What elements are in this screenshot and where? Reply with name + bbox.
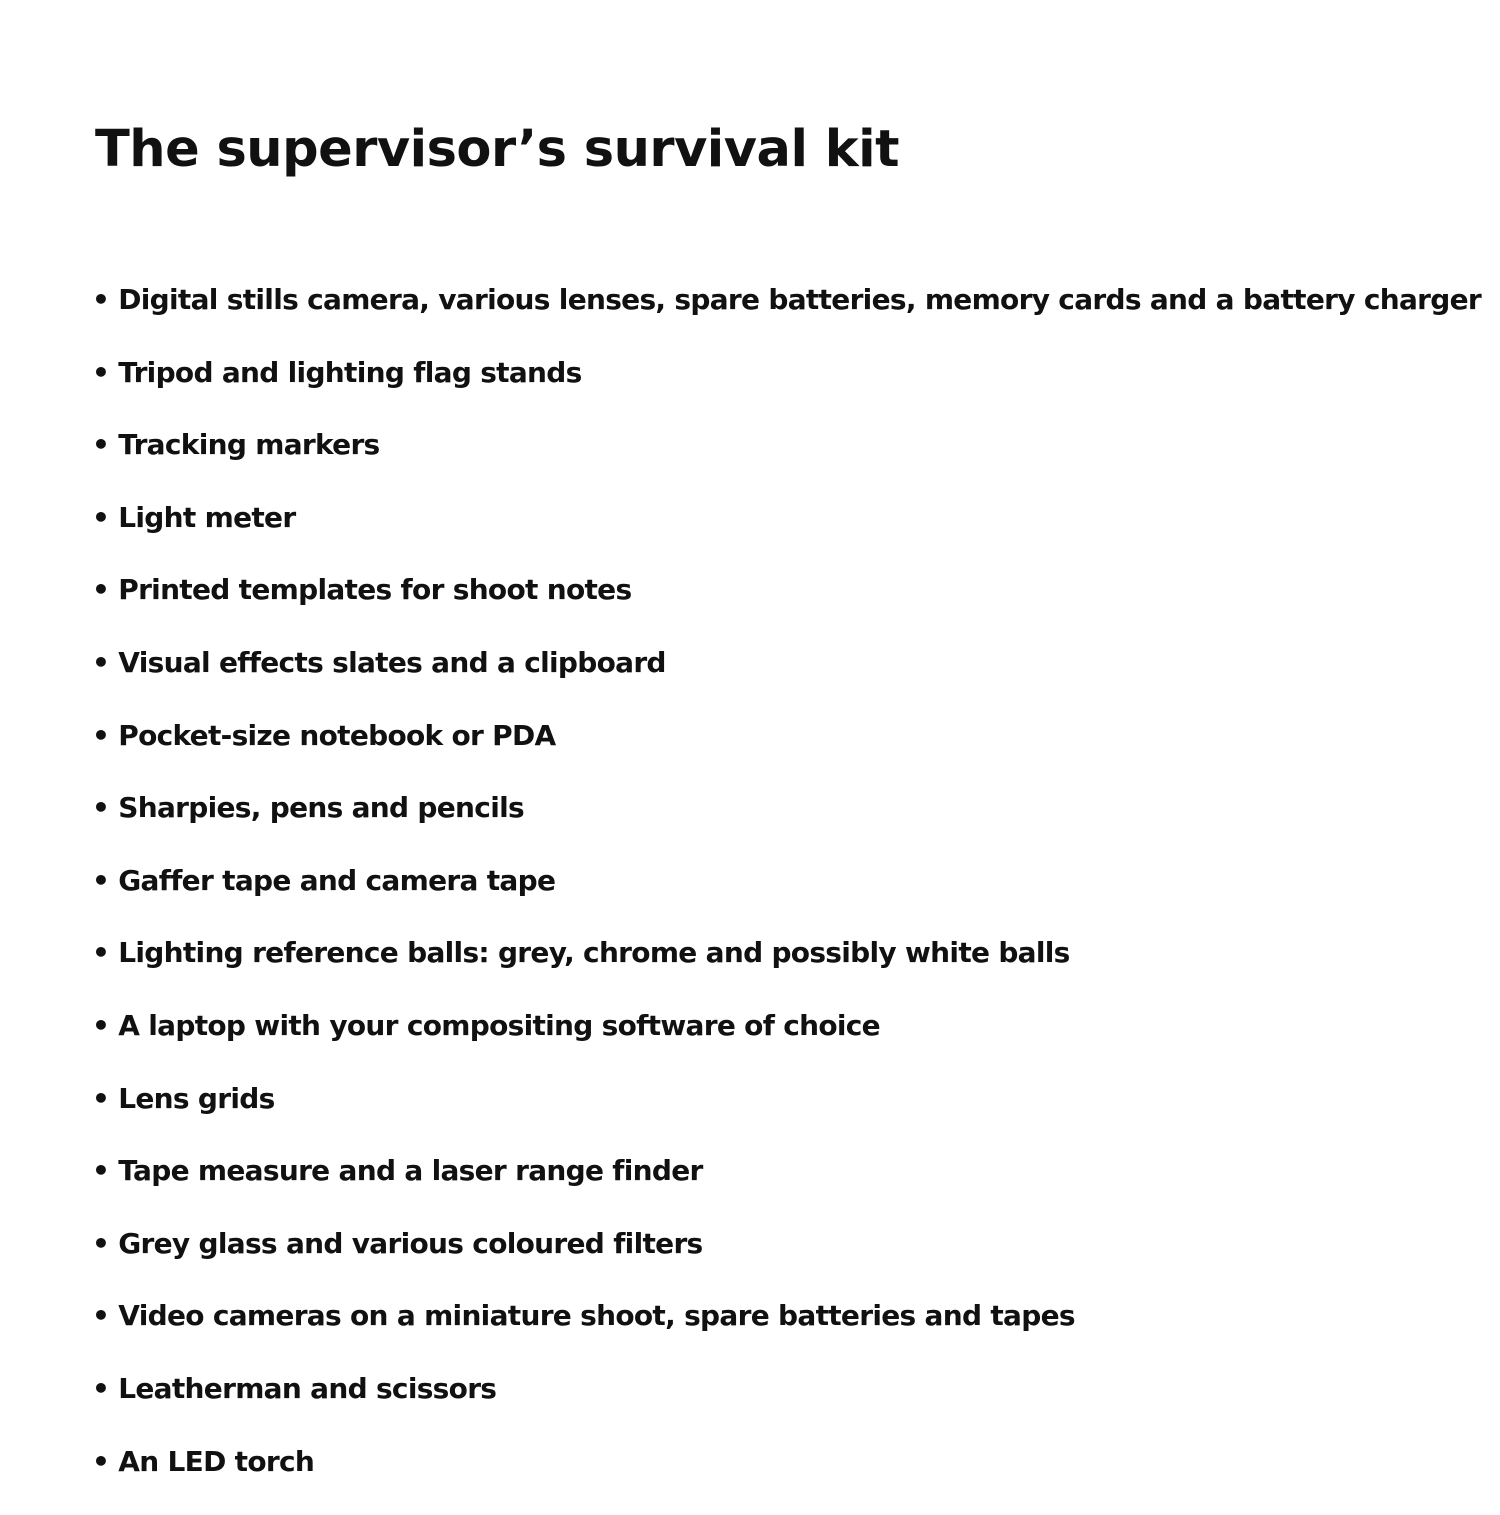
list-item: • Sharpies, pens and pencils <box>92 789 1481 862</box>
list-item: • Tripod and lighting flag stands <box>92 354 1481 427</box>
list-item: • Lighting reference balls: grey, chrome and possibly white balls <box>92 934 1481 1007</box>
list-item: • Gaffer tape and camera tape <box>92 862 1481 935</box>
list-item: • Tracking markers <box>92 426 1481 499</box>
list-item: • Grey glass and various coloured filters <box>92 1225 1481 1298</box>
list-item: • Tape measure and a laser range finder <box>92 1152 1481 1225</box>
list-item: • An LED torch <box>92 1443 1481 1515</box>
list-item: • Light meter <box>92 499 1481 572</box>
list-item: • Pocket-size notebook or PDA <box>92 717 1481 790</box>
list-item: • Lens grids <box>92 1080 1481 1153</box>
list-item: • Leatherman and scissors <box>92 1370 1481 1443</box>
survival-kit-list <box>92 281 1481 1515</box>
list-item: • Visual effects slates and a clipboard <box>92 644 1481 717</box>
list-item: • Printed templates for shoot notes <box>92 571 1481 644</box>
list-item: • Digital stills camera, various lenses, spare batteries, memory cards and a battery charger <box>92 281 1481 354</box>
page-title: The supervisor’s survival kit <box>95 118 899 182</box>
list-item: • Video cameras on a miniature shoot, spare batteries and tapes <box>92 1297 1481 1370</box>
list-item: • A laptop with your compositing software of choice <box>92 1007 1481 1080</box>
